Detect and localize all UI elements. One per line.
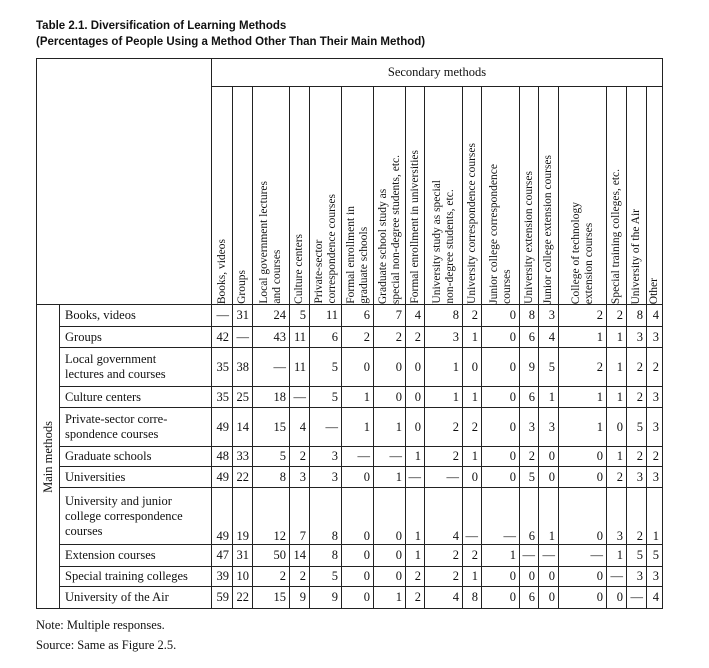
cell-value: 1: [463, 387, 482, 408]
cell-value: 11: [290, 327, 310, 348]
cell-value: 2: [559, 305, 607, 327]
table-title-line-1: Table 2.1. Diversification of Learning Methods: [36, 20, 287, 32]
cell-value: 0: [374, 348, 406, 387]
cell-value: 1: [539, 488, 559, 545]
cell-value: 5: [627, 545, 647, 567]
cell-value: 0: [539, 467, 559, 488]
cell-value: 2: [627, 488, 647, 545]
cell-value: 18: [253, 387, 290, 408]
column-header-line: Culture centers: [293, 234, 305, 304]
cell-value: —: [406, 467, 425, 488]
row-label: [60, 467, 212, 488]
table-row: [37, 327, 663, 348]
cell-value: 0: [559, 488, 607, 545]
cell-value: 2: [463, 305, 482, 327]
cell-value: 2: [627, 387, 647, 408]
cell-value: 0: [559, 587, 607, 609]
column-header-line: Books, videos: [215, 238, 228, 304]
column-header-line: University correspondence courses: [465, 143, 478, 304]
cell-value: 6: [520, 327, 539, 348]
cell-value: 5: [539, 348, 559, 387]
cell-value: 1: [607, 545, 627, 567]
column-header-line: Junior college correspondence: [487, 164, 500, 304]
note-text: Note: Multiple responses.: [36, 618, 165, 632]
cell-value: 3: [647, 408, 663, 447]
cell-value: 2: [253, 567, 290, 587]
cell-value: 1: [406, 545, 425, 567]
cell-value: 2: [463, 545, 482, 567]
column-header: [253, 87, 290, 305]
row-label-line: courses: [65, 523, 103, 538]
table-row: [37, 408, 663, 447]
cell-value: 4: [425, 488, 463, 545]
cell-value: 5: [310, 567, 342, 587]
cell-value: 5: [647, 545, 663, 567]
cell-value: 0: [482, 327, 520, 348]
cell-value: 1: [559, 387, 607, 408]
cell-value: —: [482, 488, 520, 545]
cell-value: 6: [520, 387, 539, 408]
column-header-line: special non-degree students, etc.: [389, 154, 402, 304]
cell-value: 35: [212, 348, 233, 387]
cell-value: —: [607, 567, 627, 587]
row-label-line: college correspondence: [65, 508, 183, 523]
cell-value: 3: [310, 467, 342, 488]
cell-value: 2: [647, 348, 663, 387]
cell-value: 0: [607, 408, 627, 447]
cell-value: 0: [539, 447, 559, 467]
row-label: [60, 305, 212, 327]
cell-value: 1: [463, 567, 482, 587]
cell-value: 4: [647, 587, 663, 609]
cell-value: 0: [342, 467, 374, 488]
cell-value: 8: [425, 305, 463, 327]
table-row: [37, 348, 663, 387]
cell-value: 3: [607, 488, 627, 545]
column-header: [342, 87, 374, 305]
column-header: [290, 87, 310, 305]
cell-value: 49: [212, 467, 233, 488]
cell-value: 0: [482, 587, 520, 609]
row-label-line: Books, videos: [65, 308, 136, 322]
cell-value: 11: [290, 348, 310, 387]
row-label: [60, 447, 212, 467]
row-label-line: Local government: [65, 352, 157, 366]
cell-value: 9: [310, 587, 342, 609]
row-label-line: lectures and courses: [65, 367, 166, 381]
cell-value: 5: [520, 467, 539, 488]
cell-value: 0: [374, 545, 406, 567]
cell-value: 1: [559, 327, 607, 348]
cell-value: 3: [647, 387, 663, 408]
cell-value: 3: [647, 567, 663, 587]
cell-value: 0: [482, 408, 520, 447]
cell-value: 0: [374, 387, 406, 408]
table-title: [36, 18, 425, 50]
column-header-line: Other: [648, 277, 660, 304]
cell-value: 0: [559, 447, 607, 467]
cell-value: 1: [342, 387, 374, 408]
cell-value: 3: [627, 327, 647, 348]
cell-value: 49: [212, 488, 233, 545]
cell-value: 0: [463, 467, 482, 488]
table-row: [37, 305, 663, 327]
row-label: [60, 408, 212, 447]
cell-value: 0: [342, 545, 374, 567]
cell-value: 39: [212, 567, 233, 587]
cell-value: —: [520, 545, 539, 567]
secondary-methods-header: Secondary methods: [212, 59, 663, 87]
cell-value: 33: [233, 447, 253, 467]
cell-value: 48: [212, 447, 233, 467]
cell-value: 7: [374, 305, 406, 327]
cell-value: 0: [406, 408, 425, 447]
cell-value: 1: [406, 488, 425, 545]
column-header: [539, 87, 559, 305]
cell-value: 1: [406, 447, 425, 467]
table-title-line-2: (Percentages of People Using a Method Other Than Their Main Method): [36, 36, 426, 48]
row-label-line: University and junior: [65, 493, 172, 508]
cell-value: 1: [425, 387, 463, 408]
cell-value: 3: [647, 327, 663, 348]
cell-value: 6: [310, 327, 342, 348]
cell-value: 8: [310, 488, 342, 545]
cell-value: 0: [406, 387, 425, 408]
cell-value: 1: [607, 447, 627, 467]
cell-value: —: [212, 305, 233, 327]
cell-value: 35: [212, 387, 233, 408]
row-label-line: Groups: [65, 329, 102, 344]
row-label-line: Private-sector corre-: [65, 412, 168, 426]
cell-value: 8: [627, 305, 647, 327]
column-header-line: Formal enrollment in universities: [408, 150, 421, 304]
cell-value: 0: [342, 488, 374, 545]
cell-value: 0: [406, 348, 425, 387]
cell-value: 2: [425, 447, 463, 467]
cell-value: 2: [406, 567, 425, 587]
cell-value: 3: [290, 467, 310, 488]
row-label-line: University of the Air: [65, 590, 169, 604]
cell-value: 4: [290, 408, 310, 447]
cell-value: 3: [310, 447, 342, 467]
column-header-line: and courses: [271, 250, 283, 304]
cell-value: 25: [233, 387, 253, 408]
cell-value: 2: [425, 567, 463, 587]
cell-value: 6: [520, 488, 539, 545]
column-header-line: Groups: [236, 270, 248, 304]
cell-value: 1: [559, 408, 607, 447]
row-label: [60, 567, 212, 587]
cell-value: 0: [342, 567, 374, 587]
cell-value: 1: [374, 587, 406, 609]
cell-value: 43: [253, 327, 290, 348]
row-label: [60, 348, 212, 387]
column-header: [374, 87, 406, 305]
column-header-line: College of technology: [569, 201, 582, 304]
cell-value: 14: [233, 408, 253, 447]
cell-value: 15: [253, 587, 290, 609]
cell-value: 1: [607, 348, 627, 387]
cell-value: 0: [482, 387, 520, 408]
column-header-line: Formal enrollment in: [344, 206, 357, 304]
cell-value: 4: [406, 305, 425, 327]
cell-value: 3: [520, 408, 539, 447]
column-header: [647, 87, 663, 305]
cell-value: 7: [290, 488, 310, 545]
cell-value: —: [342, 447, 374, 467]
cell-value: 12: [253, 488, 290, 545]
cell-value: 2: [406, 327, 425, 348]
column-header: [425, 87, 463, 305]
cell-value: —: [463, 488, 482, 545]
cell-value: 1: [342, 408, 374, 447]
cell-value: 0: [482, 567, 520, 587]
cell-value: 8: [463, 587, 482, 609]
cell-value: 31: [233, 545, 253, 567]
cell-value: —: [374, 447, 406, 467]
table-row: [37, 467, 663, 488]
row-label: [60, 488, 212, 545]
cell-value: 1: [374, 467, 406, 488]
table-corner: [37, 59, 212, 305]
cell-value: —: [290, 387, 310, 408]
column-header-line: Junior college extension courses: [542, 154, 554, 304]
cell-value: 0: [482, 305, 520, 327]
cell-value: —: [539, 545, 559, 567]
cell-value: 1: [374, 408, 406, 447]
row-label-line: Special training colleges: [65, 569, 188, 583]
cell-value: 0: [559, 467, 607, 488]
cell-value: 31: [233, 305, 253, 327]
cell-value: 10: [233, 567, 253, 587]
cell-value: 2: [290, 567, 310, 587]
table-row: [37, 387, 663, 408]
column-header-line: Graduate school study as: [376, 188, 389, 304]
cell-value: 2: [425, 545, 463, 567]
cell-value: 0: [539, 587, 559, 609]
cell-value: 50: [253, 545, 290, 567]
cell-value: 22: [233, 467, 253, 488]
cell-value: 15: [253, 408, 290, 447]
cell-value: 2: [627, 447, 647, 467]
cell-value: 4: [425, 587, 463, 609]
cell-value: 2: [342, 327, 374, 348]
cell-value: 0: [374, 567, 406, 587]
cell-value: 2: [290, 447, 310, 467]
cell-value: 8: [520, 305, 539, 327]
cell-value: 22: [233, 587, 253, 609]
column-header-line: non-degree students, etc.: [443, 189, 456, 304]
cell-value: 5: [253, 447, 290, 467]
cell-value: —: [627, 587, 647, 609]
cell-value: 5: [310, 348, 342, 387]
cell-value: 4: [539, 327, 559, 348]
cell-value: 2: [559, 348, 607, 387]
column-header: [627, 87, 647, 305]
table-row: [37, 447, 663, 467]
column-header-line: extension courses: [582, 222, 595, 304]
cell-value: —: [559, 545, 607, 567]
cell-value: 5: [290, 305, 310, 327]
cell-value: 4: [647, 305, 663, 327]
cell-value: 1: [607, 387, 627, 408]
table-row: [37, 587, 663, 609]
cell-value: 6: [520, 587, 539, 609]
cell-value: 1: [607, 327, 627, 348]
cell-value: 0: [482, 447, 520, 467]
cell-value: 2: [463, 408, 482, 447]
column-header: [463, 87, 482, 305]
column-header-line: correspondence courses: [325, 194, 338, 304]
column-header: [520, 87, 539, 305]
cell-value: —: [425, 467, 463, 488]
row-label-line: Culture centers: [65, 389, 142, 404]
row-label: [60, 387, 212, 408]
column-header: [233, 87, 253, 305]
column-header-line: graduate schools: [357, 227, 370, 304]
cell-value: —: [253, 348, 290, 387]
cell-value: —: [310, 408, 342, 447]
cell-value: 3: [425, 327, 463, 348]
cell-value: 1: [539, 387, 559, 408]
cell-value: 1: [482, 545, 520, 567]
table-row: [37, 488, 663, 545]
row-label: [60, 327, 212, 348]
cell-value: 0: [482, 467, 520, 488]
cell-value: 3: [647, 467, 663, 488]
table-notes: [36, 615, 176, 655]
cell-value: 9: [290, 587, 310, 609]
cell-value: 3: [627, 467, 647, 488]
cell-value: —: [233, 327, 253, 348]
column-header: [607, 87, 627, 305]
cell-value: 2: [520, 447, 539, 467]
cell-value: 3: [627, 567, 647, 587]
cell-value: 0: [539, 567, 559, 587]
column-header: [310, 87, 342, 305]
column-header-line: Special training colleges, etc.: [610, 168, 622, 304]
cell-value: 14: [290, 545, 310, 567]
column-header-line: courses: [500, 269, 513, 304]
row-label: [60, 545, 212, 567]
cell-value: 9: [520, 348, 539, 387]
cell-value: 0: [559, 567, 607, 587]
cell-value: 3: [539, 408, 559, 447]
cell-value: 49: [212, 408, 233, 447]
row-label: [60, 587, 212, 609]
cell-value: 11: [310, 305, 342, 327]
column-header-line: University of the Air: [630, 208, 642, 304]
cell-value: 42: [212, 327, 233, 348]
cell-value: 2: [607, 467, 627, 488]
column-header: [212, 87, 233, 305]
cell-value: 2: [425, 408, 463, 447]
cell-value: 1: [463, 447, 482, 467]
cell-value: 2: [627, 348, 647, 387]
cell-value: 59: [212, 587, 233, 609]
main-methods-label: Main methods: [40, 420, 55, 493]
cell-value: 0: [342, 587, 374, 609]
cell-value: 47: [212, 545, 233, 567]
cell-value: 0: [463, 348, 482, 387]
cell-value: 8: [253, 467, 290, 488]
cell-value: 5: [627, 408, 647, 447]
cell-value: 0: [607, 587, 627, 609]
column-header-line: Local government lectures: [258, 181, 270, 304]
column-header-line: University extension courses: [522, 171, 535, 304]
cell-value: 0: [482, 348, 520, 387]
cell-value: 6: [342, 305, 374, 327]
cell-value: 2: [647, 447, 663, 467]
source-text: Source: Same as Figure 2.5.: [36, 638, 177, 652]
cell-value: 1: [647, 488, 663, 545]
cell-value: 0: [520, 567, 539, 587]
cell-value: 0: [374, 488, 406, 545]
table-row: [37, 545, 663, 567]
cell-value: 1: [463, 327, 482, 348]
cell-value: 1: [425, 348, 463, 387]
row-label-line: Graduate schools: [65, 449, 152, 463]
cell-value: 38: [233, 348, 253, 387]
cell-value: 24: [253, 305, 290, 327]
cell-value: 2: [607, 305, 627, 327]
cell-value: 5: [310, 387, 342, 408]
cell-value: 0: [342, 348, 374, 387]
cell-value: 2: [406, 587, 425, 609]
column-header-line: University study as special: [430, 180, 443, 304]
column-header: [559, 87, 607, 305]
learning-methods-table: [36, 58, 663, 609]
column-header: [406, 87, 425, 305]
main-methods-label-cell: [37, 305, 60, 609]
column-header: [482, 87, 520, 305]
row-label-line: spondence courses: [65, 427, 159, 441]
column-header-line: Private-sector: [312, 240, 325, 304]
row-label-line: Universities: [65, 469, 126, 484]
row-label-line: Extension courses: [65, 548, 156, 562]
table-row: [37, 567, 663, 587]
cell-value: 3: [539, 305, 559, 327]
cell-value: 8: [310, 545, 342, 567]
cell-value: 2: [374, 327, 406, 348]
cell-value: 19: [233, 488, 253, 545]
